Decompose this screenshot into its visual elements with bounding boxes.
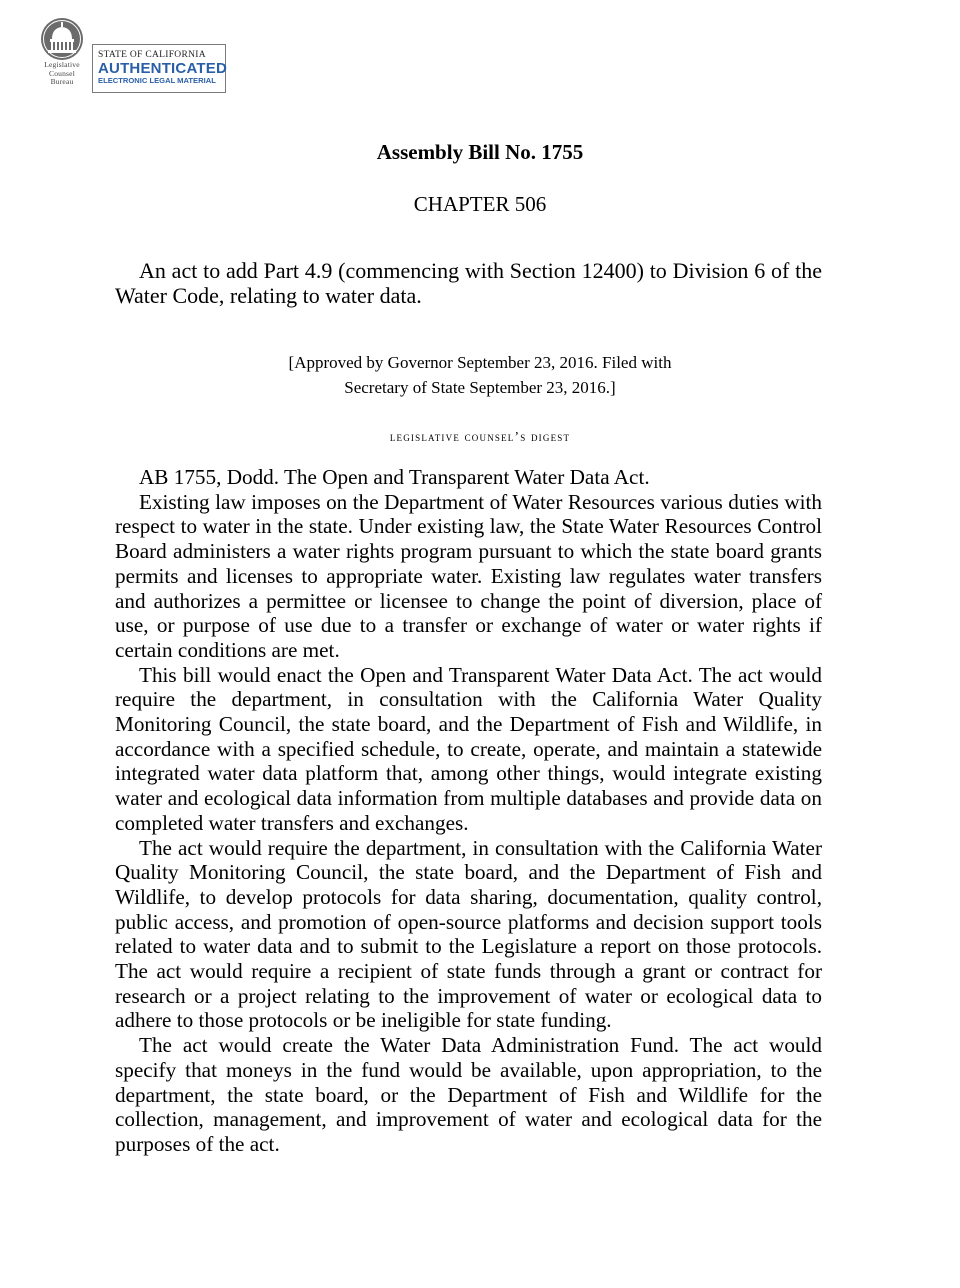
- capitol-dome-icon: [36, 17, 88, 61]
- approval-line-1: [Approved by Governor September 23, 2016. Filed with: [288, 353, 672, 372]
- approval-line-2: Secretary of State September 23, 2016.]: [344, 378, 616, 397]
- seal-line-2: Counsel: [49, 68, 75, 78]
- authenticated-label-box: [92, 44, 226, 93]
- seal-line-1: Legislative: [44, 60, 80, 69]
- digest-paragraph: The act would require the department, in consultation with the California Water Quality Monitoring Council, the state board, and the Department of Fish and Wildlife, to develop protocols for data sharing, documentation, quality control, public access, and promotion of open-source platforms and decision support tools related to water data and to submit to the Legislature a report on those protocols. The act would require a recipient of state funds through a grant or contract for research or a project relating to the improvement of water or ecological data to adhere to those protocols or be ineligible for state funding.: [115, 835, 822, 1033]
- badge-electronic-text: ELECTRONIC LEGAL MATERIAL: [98, 76, 216, 85]
- chapter-number: CHAPTER 506: [413, 192, 547, 216]
- badge-authenticated-text: AUTHENTICATED: [98, 60, 227, 77]
- digest-body: [115, 465, 822, 1157]
- authentication-badge: [30, 17, 228, 95]
- legislative-counsel-seal: [30, 17, 94, 95]
- digest-heading: legislative counsel’s digest: [389, 429, 571, 444]
- seal-line-3: Bureau: [50, 77, 74, 86]
- bill-title: Assembly Bill No. 1755: [376, 140, 584, 164]
- approval-note: [0, 350, 960, 400]
- digest-paragraph: AB 1755, Dodd. The Open and Transparent Water Data Act.: [139, 465, 650, 489]
- digest-paragraph: The act would create the Water Data Administration Fund. The act would specify that moneys in the fund would be available, upon appropriation, to the department, the state board, or the Department of Fish and Wildlife for the collection, management, and improvement of water and ecological data for the purposes of the act.: [115, 1033, 822, 1156]
- digest-paragraph: This bill would enact the Open and Transparent Water Data Act. The act would require the department, in consultation with the California Water Quality Monitoring Council, the state board, and the Department of Fish and Wildlife, in accordance with a specified schedule, to create, operate, and maintain a statewide integrated water data platform that, among other things, would integrate existing water and ecological data information from multiple databases and provide data on completed water transfers and exchanges.: [115, 662, 822, 835]
- digest-paragraph: Existing law imposes on the Department of Water Resources various duties with respect to water in the state. Under existing law, the State Water Resources Control Board administers a water rights program pursuant to which the state board grants permits and licenses to appropriate water. Existing law regulates water transfers and authorizes a permittee or licensee to change the point of diversion, place of use, or purpose of use due to a transfer or exchange of water or water rights if certain conditions are met.: [115, 489, 822, 662]
- badge-state-text: STATE OF CALIFORNIA: [98, 50, 206, 60]
- act-description: An act to add Part 4.9 (commencing with Section 12400) to Division 6 of the Water Code, relating to water data.: [115, 258, 822, 308]
